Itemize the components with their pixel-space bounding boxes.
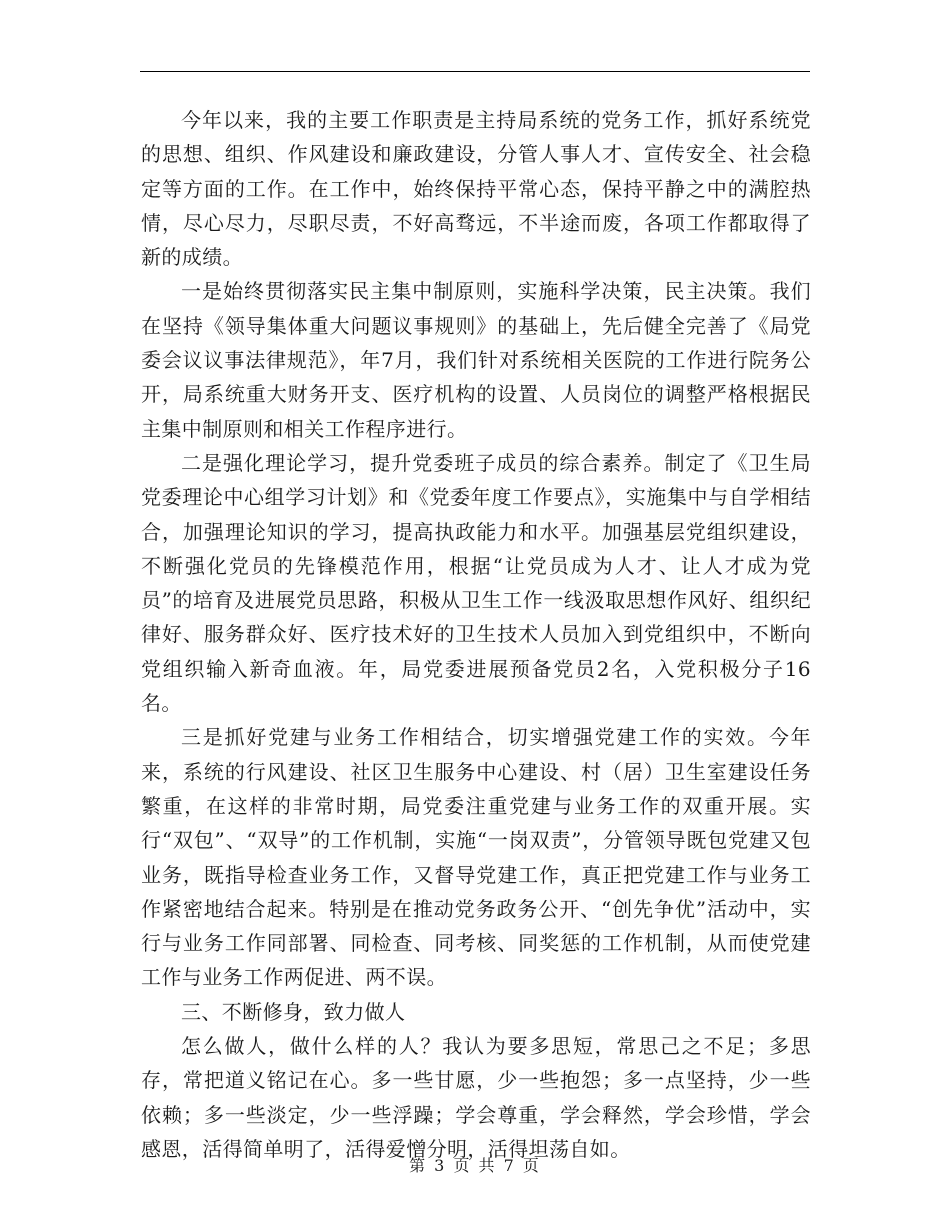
paragraph-point-one: 一是始终贯彻落实民主集中制原则，实施科学决策，民主决策。我们在坚持《领导集体重大问题议事规则》的基础上，先后健全完善了《局党委会议议事法律规范》，年7月，我们针对系统相关医院的工作进行院务公开，局系统重大财务开支、医疗机构的设置、人员岗位的调整严格根据民主集中制原则和相关工作程序进行。 — [141, 279, 811, 441]
paragraph-point-two: 二是强化理论学习，提升党委班子成员的综合素养。制定了《卫生局党委理论中心组学习计划》和《党委年度工作要点》，实施集中与自学相结合，加强理论知识的学习，提高执政能力和水平。加强基层党组织建设，不断强化党员的先锋模范作用，根据“让党员成为人才、让人才成为党员”的培育及进展党员思路，积极从卫生工作一线汲取思想作风好、组织纪律好、服务群众好、医疗技术好的卫生技术人员加入到党组织中，不断向党组织输入新奇血液。年，局党委进展预备党员2名，入党积极分子16名。 — [141, 450, 811, 716]
header-rule — [140, 71, 810, 72]
document-body — [141, 103, 811, 1166]
paragraph-conduct: 怎么做人，做什么样的人？我认为要多思短，常思己之不足；多思存，常把道义铭记在心。多一些甘愿，少一些抱怨；多一点坚持，少一些依赖；多一些淡定，少一些浮躁；学会尊重，学会释然，学会珍惜，学会感恩，活得简单明了，活得爱憎分明，活得坦荡自如。 — [141, 1034, 811, 1161]
paragraph-point-three: 三是抓好党建与业务工作相结合，切实增强党建工作的实效。今年来，系统的行风建设、社区卫生服务中心建设、村（居）卫生室建设任务繁重，在这样的非常时期，局党委注重党建与业务工作的双重开展。实行“双包”、“双导”的工作机制，实施“一岗双责”，分管领导既包党建又包业务，既指导检查业务工作，又督导党建工作，真正把党建工作与业务工作紧密地结合起来。特别是在推动党务政务公开、“创先争优”活动中，实行与业务工作同部署、同检查、同考核、同奖惩的工作机制，从而使党建工作与业务工作两促进、两不误。 — [141, 725, 811, 990]
paragraph-intro: 今年以来，我的主要工作职责是主持局系统的党务工作，抓好系统党的思想、组织、作风建设和廉政建设，分管人事人才、宣传安全、社会稳定等方面的工作。在工作中，始终保持平常心态，保持平静之中的满腔热情，尽心尽力，尽职尽责，不好高骛远，不半途而废，各项工作都取得了新的成绩。 — [141, 108, 811, 270]
section-heading: 三、不断修身，致力做人 — [181, 999, 406, 1024]
page-footer: 第 3 页 共 7 页 — [409, 1156, 541, 1175]
